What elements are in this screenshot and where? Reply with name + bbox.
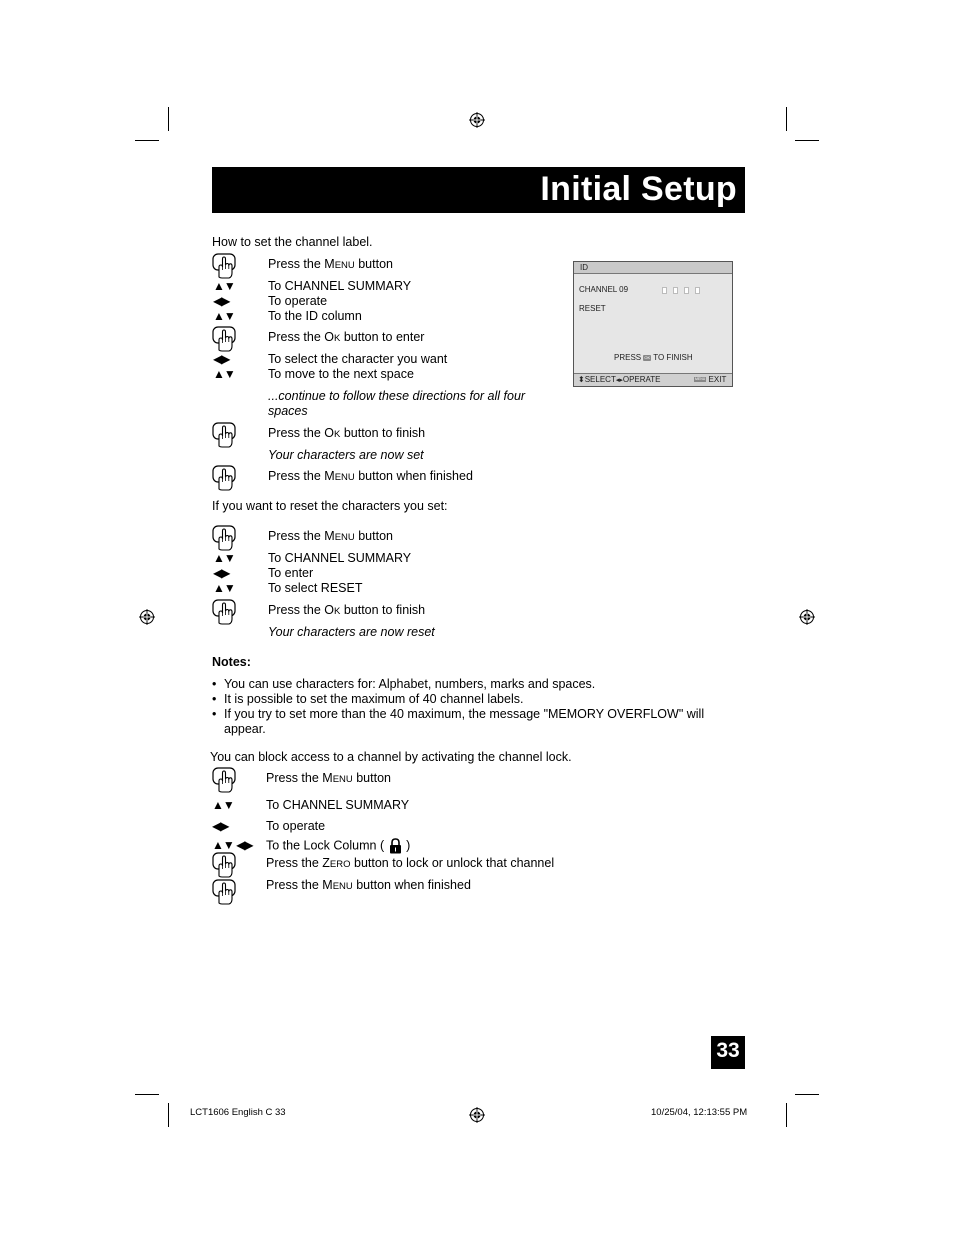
footer-left: LCT1606 English C 33 [190,1107,286,1118]
page-number: 33 [716,1039,740,1062]
registration-mark-icon [469,112,485,128]
hand-icon [212,852,238,878]
crop-mark [135,140,159,141]
hand-icon [212,422,238,448]
note-item: • You can use characters for: Alphabet, numbers, marks and spaces. [212,677,732,692]
step-text: To CHANNEL SUMMARY [268,279,412,293]
osd-reset-label: RESET [579,304,606,313]
crop-mark [795,140,819,141]
left-right-arrows-icon: ◀▶ [212,819,229,833]
osd-footer-exit: MENU EXIT [695,375,727,384]
crop-mark [795,1094,819,1095]
hand-icon [212,326,238,352]
crop-mark [135,1094,159,1095]
osd-char-slot [673,287,678,294]
hand-icon [212,465,238,491]
hand-icon [212,599,238,625]
osd-char-slot [662,287,667,294]
hand-icon [212,767,238,793]
osd-char-slot [684,287,689,294]
step-text: To operate [266,819,326,833]
ok-key-icon: OK [644,354,651,360]
footer-right: 10/25/04, 12:13:55 PM [651,1107,748,1118]
step-note: Your characters are now reset [268,625,435,639]
left-right-arrows-icon: ◀▶ [213,294,230,308]
step-text: Press the MENU button when finished [268,469,473,483]
step-text: Press the MENU button [266,771,391,785]
menu-key-icon: MENU [695,377,706,382]
step-note: ...continue to follow these directions for all four [268,389,526,403]
step-text: Press the MENU button [268,257,393,271]
lock-icon [389,838,402,854]
crop-mark [168,107,169,131]
osd-channel-label: CHANNEL 09 [579,285,629,294]
registration-mark-icon [139,609,155,625]
step-text: Press the MENU button [268,529,393,543]
step-text: Press the OK button to enter [268,330,425,344]
up-down-arrows-icon: ▲▼ [213,551,235,565]
up-down-arrows-icon: ▲▼ [213,279,235,293]
section-intro: If you want to reset the characters you set: [212,499,448,513]
step-text: To move to the next space [268,367,414,381]
notes-list [212,677,732,737]
hand-icon [212,879,238,905]
crop-mark [786,107,787,131]
step-note: spaces [268,404,308,418]
step-text: To select the character you want [268,352,448,366]
arrows-icon: ▲▼ ◀▶ [212,838,253,852]
up-down-arrows-icon: ▲▼ [212,798,234,812]
hand-icon [212,525,238,551]
section-intro: How to set the channel label. [212,235,373,249]
osd-char-slot [695,287,700,294]
registration-mark-icon [469,1107,485,1123]
step-text: To CHANNEL SUMMARY [268,551,412,565]
step-text: To the ID column [268,309,362,323]
note-item: • If you try to set more than the 40 maximum, the message "MEMORY OVERFLOW" will appear. [212,707,732,737]
step-text: Press the OK button to finish [268,603,426,617]
step-note: Your characters are now set [268,448,424,462]
page-title: Initial Setup [540,170,737,208]
up-down-arrows-icon: ▲▼ [213,581,235,595]
osd-header [574,262,732,274]
step-text: To CHANNEL SUMMARY [266,798,410,812]
osd-footer-select: ⬍SELECT◂▸OPERATE [578,375,661,384]
osd-header-label: ID [580,263,588,272]
step-text: To operate [268,294,328,308]
crop-mark [168,1103,169,1127]
left-right-icon: ◂▸ [615,377,623,384]
page-number-box [711,1036,745,1069]
step-text: To the Lock Column ( ) [266,838,411,853]
step-text: Press the OK button to finish [268,426,426,440]
osd-press-hint: PRESS OK TO FINISH [614,353,693,362]
step-text: Press the ZERO button to lock or unlock that channel [266,856,555,870]
step-text: Press the MENU button when finished [266,878,471,892]
step-text: To select RESET [268,581,363,595]
section-intro: You can block access to a channel by activating the channel lock. [210,750,572,764]
step-text: To enter [268,566,314,580]
up-down-icon: ⬍ [578,375,585,384]
osd-menu [573,261,733,387]
osd-footer [574,373,732,386]
up-down-arrows-icon: ▲▼ [213,309,235,323]
notes-heading: Notes: [212,655,251,669]
crop-mark [786,1103,787,1127]
hand-icon [212,253,238,279]
left-right-arrows-icon: ◀▶ [213,566,230,580]
note-item: • It is possible to set the maximum of 40 channel labels. [212,692,732,707]
title-banner [212,167,745,213]
up-down-arrows-icon: ▲▼ [213,367,235,381]
left-right-arrows-icon: ◀▶ [213,352,230,366]
registration-mark-icon [799,609,815,625]
